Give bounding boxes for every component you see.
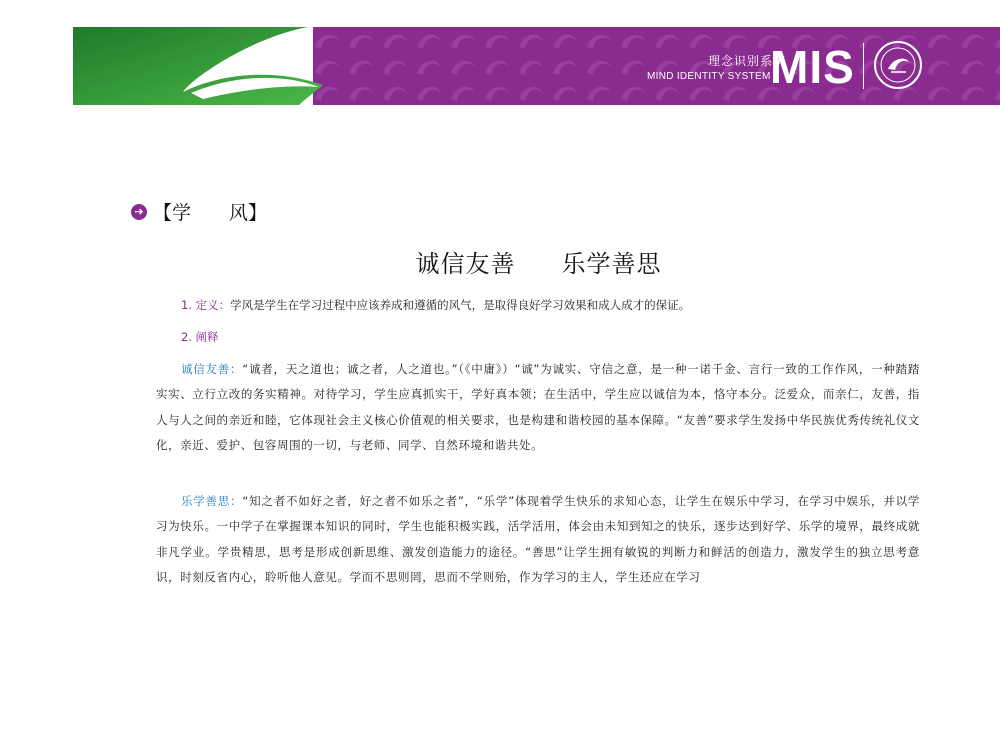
paragraph-text: “知之者不如好之者，好之者不如乐之者”，“乐学”体现着学生快乐的求知心态，让学生在娱乐中学习，在学习中娱乐，并以学习为快乐。一中学子在掌握课本知识的同时，学生也能积极实践，活学活用，体会由未知到知之的快乐，逐步达到好学、乐学的境界，最终成就非凡学业。学贵精思，思考是形成创新思维、激发创造能力的途径。“善思”让学生拥有敏锐的判断力和鲜活的创造力，激发学生的独立思考意识，时刻反省内心，聆听他人意见。学而不思则罔，思而不学则殆，作为学习的主人，学生还应在学习 <box>156 494 920 584</box>
brand-english: MIND IDENTITY SYSTEM <box>647 71 771 82</box>
brand-chinese: 理念识别系统 <box>708 54 787 68</box>
definition-label: 1. 定义： <box>181 298 231 312</box>
motto-title <box>0 244 1000 279</box>
brand-abbr: MIS <box>770 41 855 93</box>
paragraph-integrity <box>156 357 920 458</box>
paragraph-term: 乐学善思： <box>181 494 243 508</box>
paragraph-text: “诚者，天之道也；诚之者，人之道也。”（《中庸》）“诚”为诚实、守信之意，是一种一诺千金、言行一致的工作作风，一种踏踏实实、立行立改的务实精神。对待学习，学生应真抓实干，学好真本领；在生活中，学生应以诚信为本，恪守本分。泛爱众，而亲仁，友善，指人与人之间的亲近和睦，它体现社会主义核心价值观的相关要求，也是构建和谐校园的基本保障。“友善”要求学生发扬中华民族优秀传统礼仪文化，亲近、爱护、包容周围的一切，与老师、同学、自然环境和谐共处。 <box>156 362 920 452</box>
section-heading <box>131 198 267 225</box>
school-emblem-icon <box>873 40 923 90</box>
section-title: 【学 风】 <box>153 202 268 224</box>
banner-pattern <box>73 27 1000 105</box>
paragraph-term: 诚信友善： <box>181 362 243 376</box>
arrow-right-icon: ➔ <box>131 204 147 220</box>
header-banner <box>73 27 1000 105</box>
brand-divider <box>863 43 864 89</box>
paragraph-learning <box>156 489 920 590</box>
motto-part1: 诚信友善 <box>415 250 516 278</box>
definition <box>181 297 690 313</box>
explanation-label: 2. 阐释 <box>181 330 219 344</box>
definition-text: 学风是学生在学习过程中应该养成和遵循的风气，是取得良好学习效果和成人成才的保证。 <box>230 298 691 312</box>
motto-part2: 乐学善思 <box>561 250 662 278</box>
